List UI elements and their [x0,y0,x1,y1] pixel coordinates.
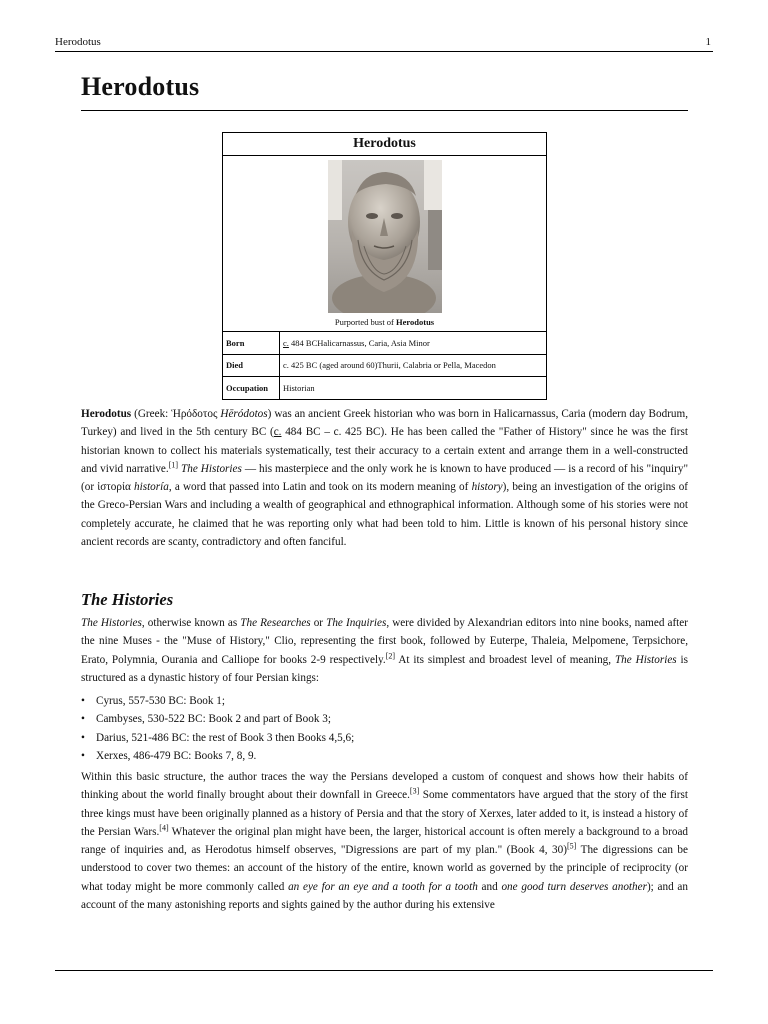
subject-name: Herodotus [81,408,132,420]
transliteration: Hēródotos [220,408,268,420]
kings-list [81,692,688,765]
text-run: and [477,880,502,893]
reference-link[interactable]: [2] [385,650,396,660]
text-run: Within this basic structure, the author traces the way the Persians developed a custom of conquest and shows how their habits of thinking about the world finally brought about their downfall in Greece. [81,771,688,802]
caption-text: Purported bust of [334,317,397,327]
infobox-value: c. 425 BC (aged around 60)Thurii, Calabria or Pella, Macedon [283,360,496,371]
transliteration: historía [134,481,169,494]
text-run: , otherwise known as [141,617,241,629]
emphasis: history [471,481,503,494]
text-run: , were divided by Alexandrian editors into nine books, named after the nine Muses - the "Muse of History," Clio, representing the first book, followed by Euterpe, Thaleia, Melpomene, Terpsichore, Erato, Polymnia, Ourania and Calliope for books 2-9 respectively. [81,617,688,666]
infobox-row-born [223,331,546,354]
histories-paragraph [81,614,688,687]
running-header [55,36,713,50]
text-run: , a word that passed into Latin and took on its modern meaning of [168,481,472,494]
infobox-label: Occupation [223,377,280,399]
page-number: 1 [705,36,711,48]
herodotus-bust-image [328,160,442,313]
circa-link[interactable]: c. [283,337,289,348]
text-run: 484 BC – c. 425 BC). He has been called the "Father of History" since he was the first historian known to collect his materials systematically, test their accuracy to a certain extent and arrange them in a well-constructed and vivid narrative. [81,426,688,475]
text-run: ), being an investigation of the origins of the Greco-Persian Wars and including a wealth of geographical and ethnographical information. Although some of his stories were not completely accurate, he claimed that he was reporting only what had been told to him. Little is known of his personal history since ancient records are scanty, contradictory and often fanciful. [81,481,689,549]
text-run: Whatever the original plan might have been, the larger, historical account is often merely a background to a broad range of inquiries and, as Herodotus himself observes, "Digressions are part of my plan." (Book 4, 30) [81,825,688,857]
born-value: 484 BCHalicarnassus, Caria, Asia Minor [288,337,430,348]
title-rule [81,110,688,111]
greek-name: Ἡρόδοτος [171,408,218,420]
emphasis: an eye for an eye and a tooth for a tooth [288,880,478,893]
text-run: (Greek: [131,408,172,420]
infobox-value [280,338,430,348]
list-item: • Cyrus, 557-530 BC: Book 1; [81,692,688,710]
text-run: ) was an ancient Greek historian who was born in Halicarnassus, Caria (modern day Bodrum, Turkey) and lived in the 5th century BC ( [81,408,689,439]
work-title: The Histories [614,653,677,666]
greek-word: ἱστορία [97,481,131,494]
list-item: • Xerxes, 486-479 BC: Books 7, 8, 9. [81,747,688,765]
infobox [222,132,547,400]
reference-link[interactable]: [4] [159,823,169,833]
work-title: The Histories [81,617,142,629]
header-rule [55,51,713,52]
infobox-title: Herodotus [223,133,546,156]
text-run: Some commentators have argued that the story of the first three kings must have been originally planned as a history of Persia and that the story of Xerxes, later added to it, is instead a history of the Persian Wars. [81,789,688,838]
structure-paragraph [81,768,688,914]
running-head-title: Herodotus [55,36,101,48]
section-heading: The Histories [81,590,174,609]
text-run: ); and an account of the many astonishing reports and sights gained by the author during his extensive [81,880,688,912]
infobox-row-died [223,354,546,377]
work-title: The Inquiries [326,617,387,629]
infobox-caption [223,314,546,331]
work-title: The Researches [240,617,311,629]
text-run: At its simplest and broadest level of meaning, [395,653,615,666]
text-run: is structured as a dynastic history of four Persian kings: [81,653,688,684]
reference-link[interactable]: [5] [566,841,577,851]
infobox-row-occupation [223,376,546,399]
infobox-image-area [223,156,546,314]
text-run: The digressions can be understood to cover two themes: an account of the history of the entire, known world as governed by the principle of reciprocity (or what today might be more commonly called [81,844,688,893]
text-run: or [310,617,327,629]
list-item: • Cambyses, 530-522 BC: Book 2 and part of Book 3; [81,710,688,728]
work-title: The Histories [178,462,242,475]
reference-link[interactable]: [3] [409,786,420,796]
emphasis: one good turn deserves another [501,880,647,893]
caption-name: Herodotus [396,317,435,327]
infobox-label: Died [223,355,280,377]
intro-paragraph [81,405,688,551]
article-title: Herodotus [81,72,200,101]
list-item: • Darius, 521-486 BC: the rest of Book 3 then Books 4,5,6; [81,729,688,747]
reference-link[interactable]: [1] [168,460,179,470]
circa-link[interactable]: c. [273,426,282,439]
footer-rule [55,970,713,971]
infobox-label: Born [223,332,280,354]
text-run: — his masterpiece and the only work he is known to have produced — is a record of his "inquiry" (or [81,462,689,494]
infobox-value: Historian [283,382,315,393]
